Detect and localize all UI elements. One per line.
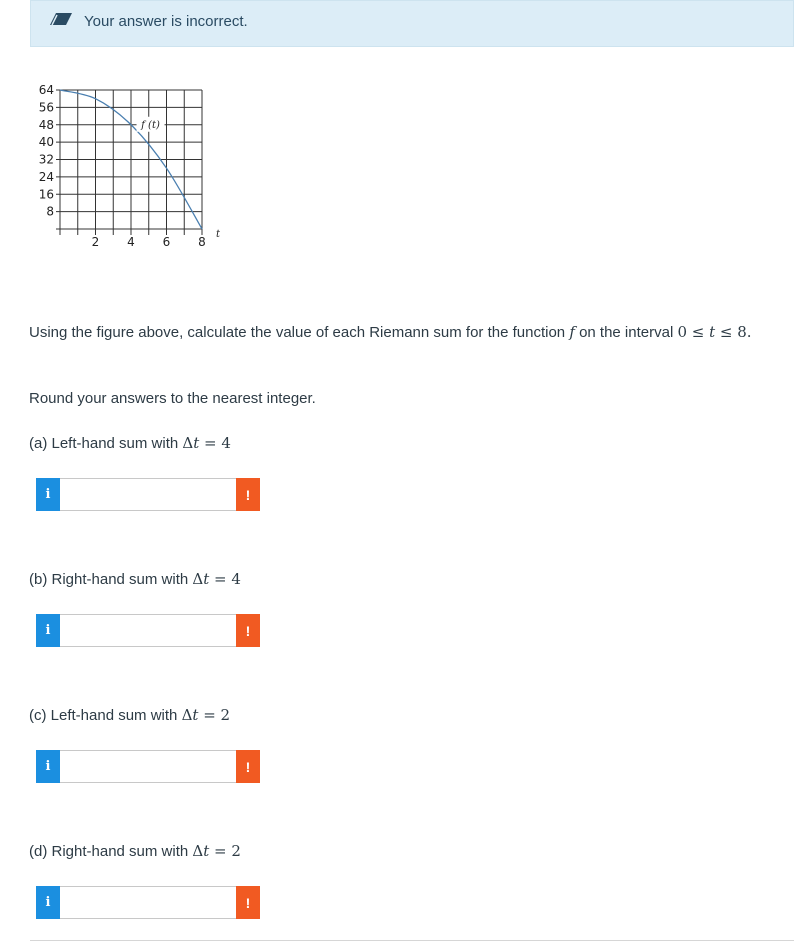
incorrect-alert — [30, 0, 794, 47]
part-d-label: (d) Right-hand sum with Δt = 2 — [29, 842, 241, 860]
warning-icon[interactable]: ! — [236, 750, 260, 783]
x-tick-label: 4 — [127, 235, 135, 249]
y-tick-label: 48 — [38, 117, 54, 132]
part-c-input[interactable] — [60, 750, 236, 783]
graph-svg — [30, 80, 240, 250]
y-tick-label: 40 — [38, 135, 54, 150]
part-d-input[interactable] — [60, 886, 236, 919]
func-name: f — [569, 323, 575, 341]
part-c-label: (c) Left-hand sum with Δt = 2 — [29, 706, 231, 724]
function-graph — [30, 80, 240, 250]
part-b-input[interactable] — [60, 614, 236, 647]
part-a-input[interactable] — [60, 478, 236, 511]
x-tick-label: 8 — [198, 235, 206, 249]
bottom-divider — [30, 940, 794, 941]
part-a-answer-row — [36, 478, 260, 511]
grid — [56, 90, 202, 235]
part-a-label: (a) Left-hand sum with Δt = 4 — [29, 434, 231, 452]
y-axis-ticks — [39, 83, 54, 219]
x-tick-label: 6 — [162, 235, 171, 249]
rounding-note: Round your answers to the nearest integer. — [29, 390, 316, 407]
eraser-icon — [48, 11, 74, 27]
part-b-label: (b) Right-hand sum with Δt = 4 — [29, 570, 241, 588]
x-axis-label: t — [216, 229, 221, 240]
info-icon[interactable]: i — [36, 886, 60, 919]
curve-label: f (t) — [141, 119, 160, 131]
y-tick-label: 64 — [38, 83, 54, 97]
y-tick-label: 16 — [38, 187, 54, 202]
alert-text: Your answer is incorrect. — [84, 13, 248, 30]
y-tick-label: 24 — [38, 169, 54, 184]
part-b-answer-row — [36, 614, 260, 647]
x-tick-label: 2 — [91, 235, 100, 249]
question-text: Using the figure above, calculate the value of each Riemann sum for the function f on the interval 0 ≤ t ≤ 8. — [29, 323, 752, 341]
info-icon[interactable]: i — [36, 478, 60, 511]
warning-icon[interactable]: ! — [236, 478, 260, 511]
info-icon[interactable]: i — [36, 750, 60, 783]
interval: 0 ≤ t ≤ 8. — [677, 323, 752, 341]
y-tick-label: 8 — [46, 204, 54, 219]
y-tick-label: 56 — [38, 100, 54, 115]
info-icon[interactable]: i — [36, 614, 60, 647]
part-d-answer-row — [36, 886, 260, 919]
warning-icon[interactable]: ! — [236, 614, 260, 647]
part-c-answer-row — [36, 750, 260, 783]
y-tick-label: 32 — [38, 152, 54, 167]
x-axis-ticks — [92, 235, 206, 249]
warning-icon[interactable]: ! — [236, 886, 260, 919]
